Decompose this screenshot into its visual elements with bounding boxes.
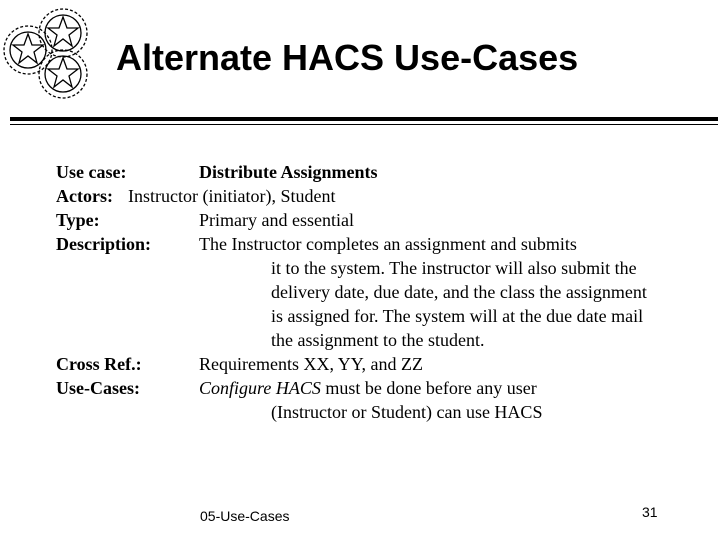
configure-hacs-reference: Configure HACS [199, 378, 321, 398]
description-label: Description: [56, 234, 151, 254]
description-line: delivery date, due date, and the class the assignment [271, 282, 647, 302]
use-case-label: Use case: [56, 162, 127, 182]
cross-ref-row [56, 352, 716, 376]
use-case-row [56, 160, 716, 184]
three-stars-emblem-icon [0, 0, 100, 104]
use-cases-label: Use-Cases: [56, 378, 140, 398]
description-line: is assigned for. The system will at the due date mail [271, 306, 644, 326]
description-continuation [56, 280, 716, 304]
description-continuation [56, 328, 716, 352]
footer-section-name: 05-Use-Cases [200, 508, 290, 524]
title-divider-thick [10, 117, 718, 121]
use-cases-continuation-text: (Instructor or Student) can use HACS [271, 402, 543, 422]
actors-label: Actors: [56, 186, 113, 206]
page-number: 31 [642, 504, 658, 520]
description-line: the assignment to the student. [271, 330, 485, 350]
use-cases-continuation [56, 400, 716, 424]
description-continuation [56, 304, 716, 328]
actors-value: Instructor (initiator), Student [128, 186, 336, 206]
actors-row [56, 184, 716, 208]
use-cases-row [56, 376, 716, 400]
type-label: Type: [56, 210, 100, 230]
use-case-value: Distribute Assignments [199, 162, 378, 182]
use-case-body [56, 160, 716, 424]
slide-title: Alternate HACS Use-Cases [116, 37, 579, 78]
description-line: it to the system. The instructor will also submit the [271, 258, 637, 278]
use-cases-value-rest: must be done before any user [320, 378, 537, 398]
cross-ref-value: Requirements XX, YY, and ZZ [199, 354, 423, 374]
description-row [56, 232, 716, 256]
description-line: The Instructor completes an assignment and submits [199, 234, 577, 254]
type-row [56, 208, 716, 232]
use-cases-value [199, 376, 537, 400]
type-value: Primary and essential [199, 210, 354, 230]
title-divider-thin [10, 124, 718, 125]
cross-ref-label: Cross Ref.: [56, 354, 142, 374]
description-continuation [56, 256, 716, 280]
